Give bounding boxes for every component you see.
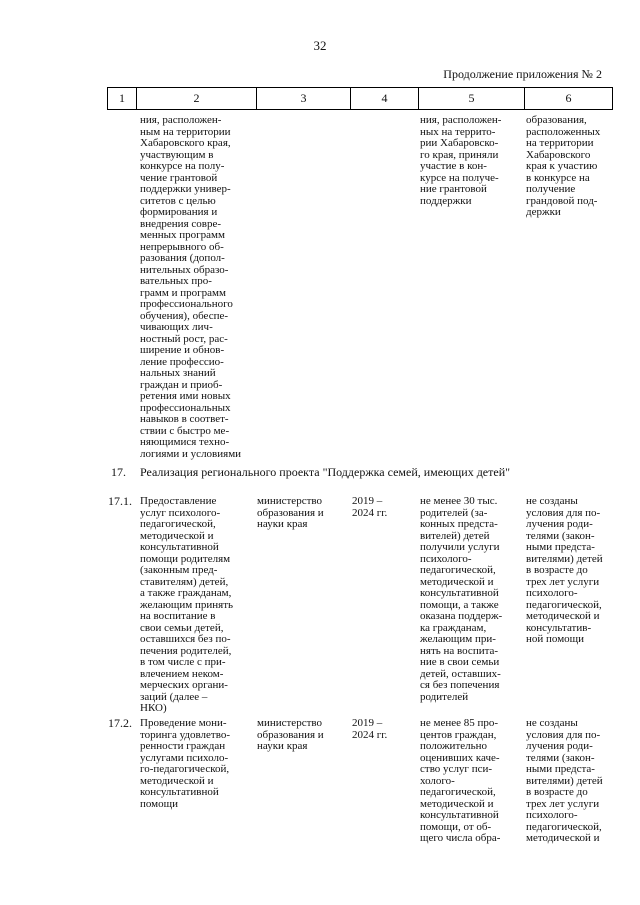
row-period: 2019 – 2024 гг.	[352, 495, 388, 519]
appendix-note: Продолжение приложения № 2	[443, 67, 602, 81]
continuation-result: ния, расположен- ных на террито- рии Хабаровско- го края, приняли участие в кон- курсе на получе- ние грантовой поддержки	[420, 114, 502, 207]
section-title: Реализация регионального проекта "Поддержка семей, имеющих детей"	[140, 465, 511, 479]
row-period: 2019 – 2024 гг.	[352, 717, 388, 741]
row-number: 17.2.	[108, 716, 132, 730]
row-executor: министерство образования и науки края	[257, 495, 324, 530]
header-col-4: 4	[350, 88, 418, 109]
row-result: не менее 30 тыс. родителей (за- конных предста- вителей) детей получили услуги психолого- педагогической, методической и консультативной помощи, а также оказана поддерж- ка гражданам, желающим при- нять на воспита- ние в свои семьи детей, оставших- ся без попечения родителей	[420, 495, 503, 703]
header-col-6: 6	[524, 88, 612, 109]
row-result: не менее 85 про- центов граждан, положительно оценивших каче- ство услуг пси- холого- педагогической, методической и консультативной помощи, от об- щего числа обра-	[420, 717, 501, 844]
row-activity: Предоставление услуг психолого- педагогической, методической и консультативной помощи родителям (законным пред- ставителям) детей, а также гражданам, желающим принять на воспитание в свои семьи детей, оставшихся без по- печения родителей, в том числе с при- влечением неком- мерческих органи- заций (далее – НКО)	[140, 495, 234, 714]
row-activity: Проведение мони- торинга удовлетво- ренности граждан услугами психоло- го-педагогической, методической и консультативной помощи	[140, 717, 230, 810]
row-consequence: не созданы условия для по- лучения роди- телями (закон- ными предста- вителями) детей в возрасте до трех лет услуги психолого- педагогической, методической и	[526, 717, 603, 844]
section-number: 17.	[111, 465, 126, 479]
header-col-2: 2	[136, 88, 256, 109]
row-consequence: не созданы условия для по- лучения роди- телями (закон- ными предста- вителями) детей в возрасте до трех лет услуги психолого- педагогической, методической и консультатив- ной помощи	[526, 495, 603, 645]
table-header	[107, 87, 613, 110]
row-executor: министерство образования и науки края	[257, 717, 324, 752]
row-number: 17.1.	[108, 494, 132, 508]
continuation-consequence: образования, расположенных на территории Хабаровского края к участию в конкурсе на получение грандовой под- держки	[526, 114, 601, 218]
continuation-activity: ния, расположен- ным на территории Хабаровского края, участвующим в конкурсе на полу- чение грантовой поддержки универ- ситетов с целью формирования и внедрения совре- менных программ непрерывного об- разования (допол- нительных образо- вательных про- грамм и программ профессионального обучения), обеспе- чивающих лич- ностный рост, рас- ширение и обнов- ление профессио- нальных знаний граждан и приоб- ретения ими новых профессиональных навыков в соответ- ствии с быстро ме- няющимися техно- логиями и условиями	[140, 114, 242, 460]
header-col-1: 1	[119, 91, 125, 105]
header-col-5: 5	[418, 88, 524, 109]
page-number: 32	[313, 38, 327, 53]
header-col-3: 3	[256, 88, 350, 109]
